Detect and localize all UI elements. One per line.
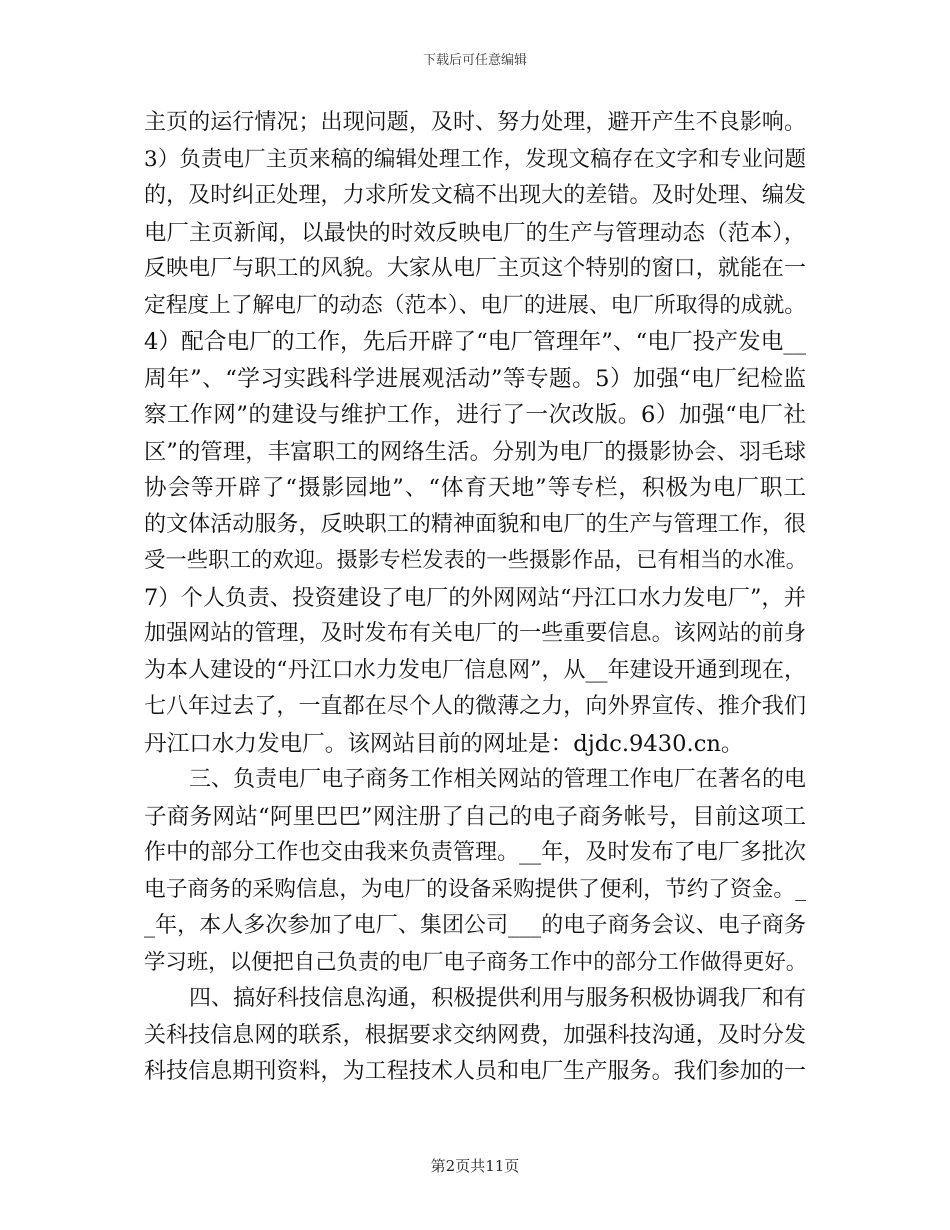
text-line: 受一些职工的欢迎。摄影专栏发表的一些摄影作品，已有相当的水准。 — [144, 548, 808, 573]
text-line: 电子商务的采购信息，为电厂的设备采购提供了便利，节约了资金。_ — [144, 876, 806, 902]
text-line: 主页的运行情况；出现问题，及时、努力处理，避开产生不良影响。 — [144, 110, 806, 135]
text-line: 的文体活动服务，反映职工的精神面貌和电厂的生产与管理工作，很 — [144, 511, 806, 537]
text-line: 察工作网”的建设与维护工作，进行了一次改版。6）加强“电厂社 — [144, 402, 806, 428]
page-header: 下载后可任意编辑 — [422, 53, 527, 68]
text-line: 区”的管理，丰富职工的网络生活。分别为电厂的摄影协会、羽毛球 — [144, 438, 806, 465]
text-line: 七八年过去了，一直都在尽个人的微薄之力，向外界宣传、推介我们 — [144, 694, 806, 719]
text-line: 关科技信息网的联系，根据要求交纳网费，加强科技沟通，及时分发 — [144, 1022, 806, 1048]
paragraph-first-line: 四、搞好科技信息沟通，积极提供利用与服务积极协调我厂和有 — [189, 986, 806, 1011]
text-line: 4）配合电厂的工作，先后开辟了“电厂管理年”、“电厂投产发电__ — [144, 329, 806, 355]
text-line: 为本人建设的“丹江口水力发电厂信息网”，从__年建设开通到现在， — [144, 657, 806, 683]
text-line: 周年”、“学习实践科学进展观活动”等专题。5）加强“电厂纪检监 — [144, 365, 806, 392]
text-line: 7）个人负责、投资建设了电厂的外网网站“丹江口水力发电厂”，并 — [144, 584, 806, 611]
text-line: 加强网站的管理，及时发布有关电厂的一些重要信息。该网站的前身 — [144, 621, 806, 646]
text-line: 3）负责电厂主页来稿的编辑处理工作，发现文稿存在文字和专业问题 — [144, 146, 806, 172]
text-line: 学习班，以便把自己负责的电厂电子商务工作中的部分工作做得更好。 — [144, 949, 808, 975]
page-number: 第2页共11页 — [430, 1157, 520, 1175]
text-line: 的，及时纠正处理，力求所发文稿不出现大的差错。及时处理、编发 — [144, 183, 806, 208]
text-line: 协会等开辟了“摄影园地”、“体育天地”等专栏，积极为电厂职工 — [144, 475, 806, 501]
paragraph-first-line: 三、负责电厂电子商务工作相关网站的管理工作电厂在著名的电 — [189, 767, 806, 792]
text-line: 电厂主页新闻，以最快的时效反映电厂的生产与管理动态（范本）， — [144, 219, 806, 246]
document-body — [144, 105, 806, 1091]
text-line: 反映电厂与职工的风貌。大家从电厂主页这个特别的窗口，就能在一 — [144, 256, 806, 281]
text-line: 子商务网站“阿里巴巴”网注册了自己的电子商务帐号，目前这项工 — [144, 803, 806, 830]
text-line: 定程度上了解电厂的动态（范本）、电厂的进展、电厂所取得的成就。 — [144, 292, 806, 318]
text-line: 丹江口水力发电厂。该网站目前的网址是：djdc.9430.cn。 — [144, 730, 744, 757]
text-line: 科技信息期刊资料，为工程技术人员和电厂生产服务。我们参加的一 — [144, 1059, 806, 1084]
text-line: 作中的部分工作也交由我来负责管理。__年，及时发布了电厂多批次 — [144, 840, 806, 865]
text-line: _年，本人多次参加了电厂、集团公司___的电子商务会议、电子商务 — [144, 913, 806, 938]
